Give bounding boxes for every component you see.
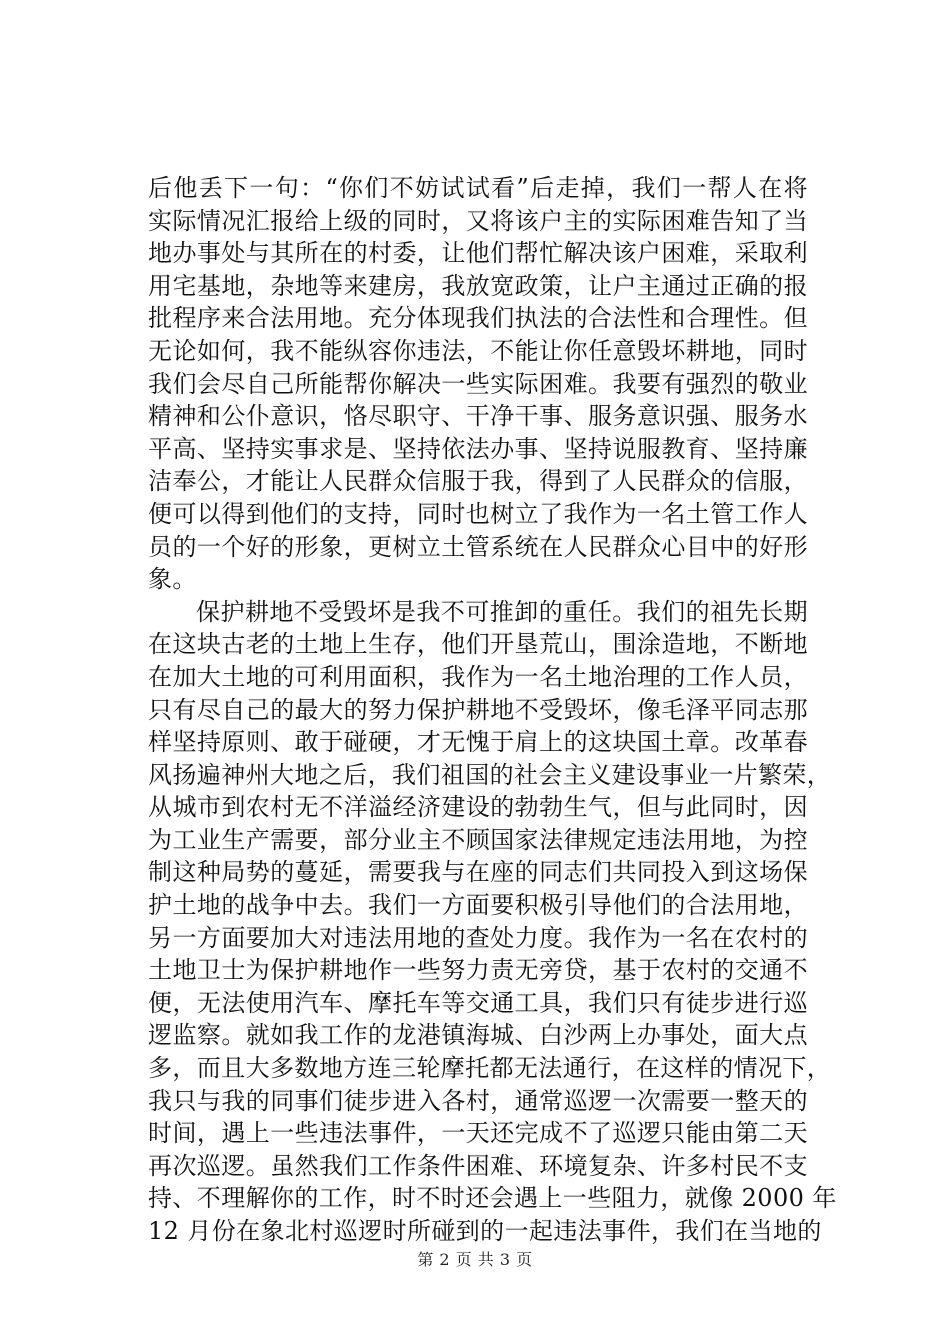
text-line: 再次巡逻。虽然我们工作条件困难、环境复杂、许多村民不支 xyxy=(148,1151,808,1180)
text-line: 风扬遍神州大地之后，我们祖国的社会主义建设事业一片繁荣， xyxy=(148,760,832,789)
text-line: 后他丢下一句：“你们不妨试试看”后走掉，我们一帮人在将 xyxy=(148,174,808,202)
text-line: 持、不理解你的工作，时不时还会遇上一些阻力，就像 2000 年 xyxy=(148,1184,837,1213)
text-line: 便，无法使用汽车、摩托车等交通工具，我们只有徒步进行巡 xyxy=(148,988,808,1017)
text-line: 多，而且大多数地方连三轮摩托都无法通行，在这样的情况下， xyxy=(148,1054,832,1083)
page-footer: 第 2 页 共 3 页 xyxy=(417,1250,533,1269)
text-line: 只有尽自己的最大的努力保护耕地不受毁坏，像毛泽平同志那 xyxy=(148,695,808,724)
paragraph xyxy=(148,596,837,1248)
text-line: 样坚持原则、敢于碰硬，才无愧于肩上的这块国土章。改革春 xyxy=(148,728,808,757)
text-line: 便可以得到他们的支持，同时也树立了我作为一名土管工作人 xyxy=(148,499,808,528)
text-line: 无论如何，我不能纵容你违法，不能让你任意毁坏耕地，同时 xyxy=(148,336,808,365)
text-line: 逻监察。就如我工作的龙港镇海城、白沙两上办事处，面大点 xyxy=(148,1021,808,1050)
text-line: 我只与我的同事们徒步进入各村，通常巡逻一次需要一整天的 xyxy=(148,1086,808,1115)
text-line: 12 月份在象北村巡逻时所碰到的一起违法事件，我们在当地的 xyxy=(148,1217,822,1245)
text-line: 为工业生产需要，部分业主不顾国家法律规定违法用地，为控 xyxy=(148,825,808,854)
text-line: 在加大土地的可利用面积，我作为一名土地治理的工作人员， xyxy=(148,662,808,691)
text-line: 制这种局势的蔓延，需要我与在座的同志们共同投入到这场保 xyxy=(148,858,808,887)
text-line: 平高、坚持实事求是、坚持依法办事、坚持说服教育、坚持廉 xyxy=(148,434,808,463)
text-line: 保护耕地不受毁坏是我不可推卸的重任。我们的祖先长期 xyxy=(196,597,808,626)
text-line: 在这块古老的土地上生存，他们开垦荒山，围涂造地，不断地 xyxy=(148,630,808,659)
text-line: 从城市到农村无不洋溢经济建设的勃勃生气，但与此同时，因 xyxy=(148,793,808,822)
text-line: 另一方面要加大对违法用地的查处力度。我作为一名在农村的 xyxy=(148,923,808,952)
text-line: 地办事处与其所在的村委，让他们帮忙解决该户困难，采取利 xyxy=(148,239,808,268)
text-line: 洁奉公，才能让人民群众信服于我，得到了人民群众的信服， xyxy=(148,467,808,496)
text-line: 员的一个好的形象，更树立土管系统在人民群众心目中的好形 xyxy=(148,532,808,561)
text-line: 批程序来合法用地。充分体现我们执法的合法性和合理性。但 xyxy=(148,304,808,333)
text-line: 象。 xyxy=(148,565,197,594)
text-line: 时间，遇上一些违法事件，一天还完成不了巡逻只能由第二天 xyxy=(148,1119,808,1148)
text-line: 护土地的战争中去。我们一方面要积极引导他们的合法用地， xyxy=(148,891,808,920)
text-line: 用宅基地，杂地等来建房，我放宽政策，让户主通过正确的报 xyxy=(148,271,808,300)
text-line: 我们会尽自己所能帮你解决一些实际困难。我要有强烈的敬业 xyxy=(148,369,808,398)
document-body xyxy=(148,172,837,1248)
text-line: 土地卫士为保护耕地作一些努力责无旁贷，基于农村的交通不 xyxy=(148,956,808,985)
paragraph xyxy=(148,172,808,596)
text-line: 精神和公仆意识，恪尽职守、干净干事、服务意识强、服务水 xyxy=(148,402,808,431)
text-line: 实际情况汇报给上级的同时，又将该户主的实际困难告知了当 xyxy=(148,206,808,235)
